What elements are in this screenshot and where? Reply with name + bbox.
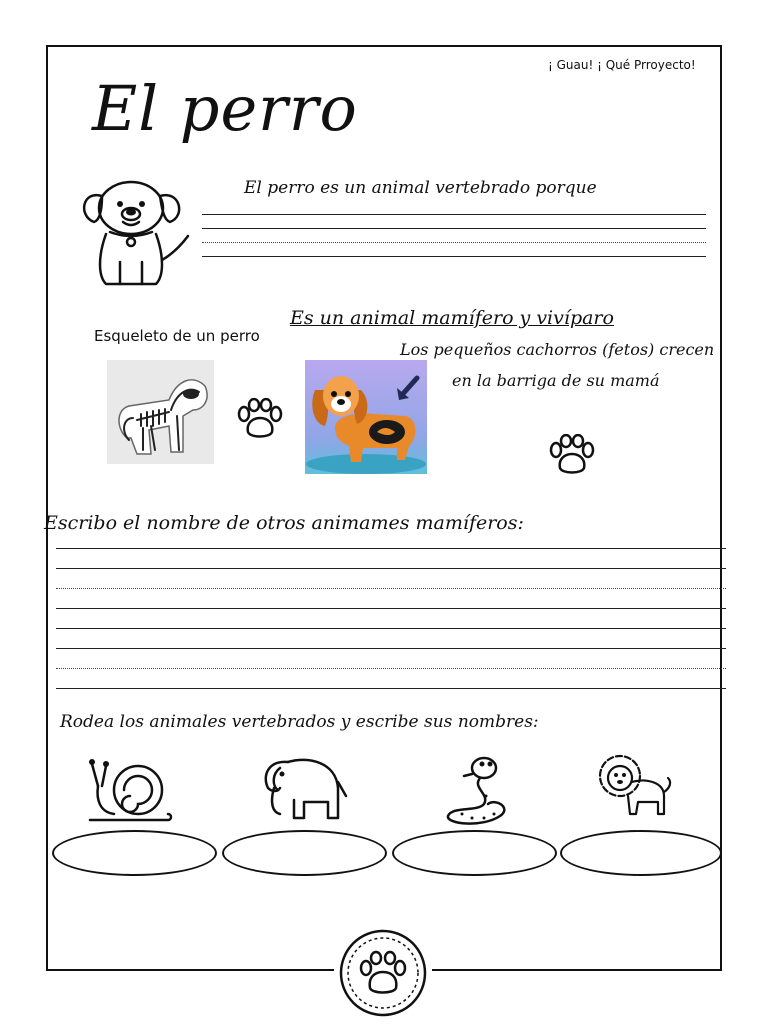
writing-line[interactable] (202, 228, 706, 229)
fetus-text-line2: en la barriga de su mamá (452, 371, 660, 390)
lion-icon[interactable] (598, 752, 674, 820)
fetus-text-line1: Los pequeños cachorros (fetos) crecen (400, 340, 715, 359)
circle-animals-prompt: Rodea los animales vertebrados y escribe sus nombres: (60, 712, 539, 732)
writing-line[interactable] (202, 242, 706, 243)
mammal-subtitle: Es un animal mamífero y vivíparo (290, 307, 614, 329)
answer-oval-4[interactable] (560, 830, 722, 876)
writing-line[interactable] (56, 608, 726, 609)
paw-icon (236, 398, 284, 440)
snake-icon[interactable] (442, 754, 522, 830)
snail-icon[interactable] (84, 756, 174, 826)
vertebrate-prompt: El perro es un animal vertebrado porque (244, 178, 597, 198)
skeleton-label: Esqueleto de un perro (94, 327, 260, 345)
elephant-icon[interactable] (258, 752, 348, 824)
pregnant-dog-image (305, 360, 427, 474)
dog-skeleton-image (107, 360, 214, 464)
page-title: El perro (92, 72, 358, 145)
writing-line[interactable] (56, 648, 726, 649)
writing-line[interactable] (56, 568, 726, 569)
answer-oval-1[interactable] (52, 830, 217, 876)
writing-line[interactable] (56, 628, 726, 629)
answer-oval-2[interactable] (222, 830, 387, 876)
writing-line[interactable] (56, 548, 726, 549)
answer-oval-3[interactable] (392, 830, 557, 876)
writing-line[interactable] (56, 668, 726, 669)
paw-icon (548, 434, 596, 476)
paw-emblem (334, 928, 432, 1018)
writing-line[interactable] (56, 688, 726, 689)
mammals-prompt: Escribo el nombre de otros animames mamíferos: (44, 512, 524, 534)
brand-text: ¡ Guau! ¡ Qué Prroyecto! (548, 58, 696, 72)
writing-line[interactable] (56, 588, 726, 589)
writing-line[interactable] (202, 214, 706, 215)
writing-line[interactable] (202, 256, 706, 257)
cartoon-dog-icon (76, 176, 196, 288)
